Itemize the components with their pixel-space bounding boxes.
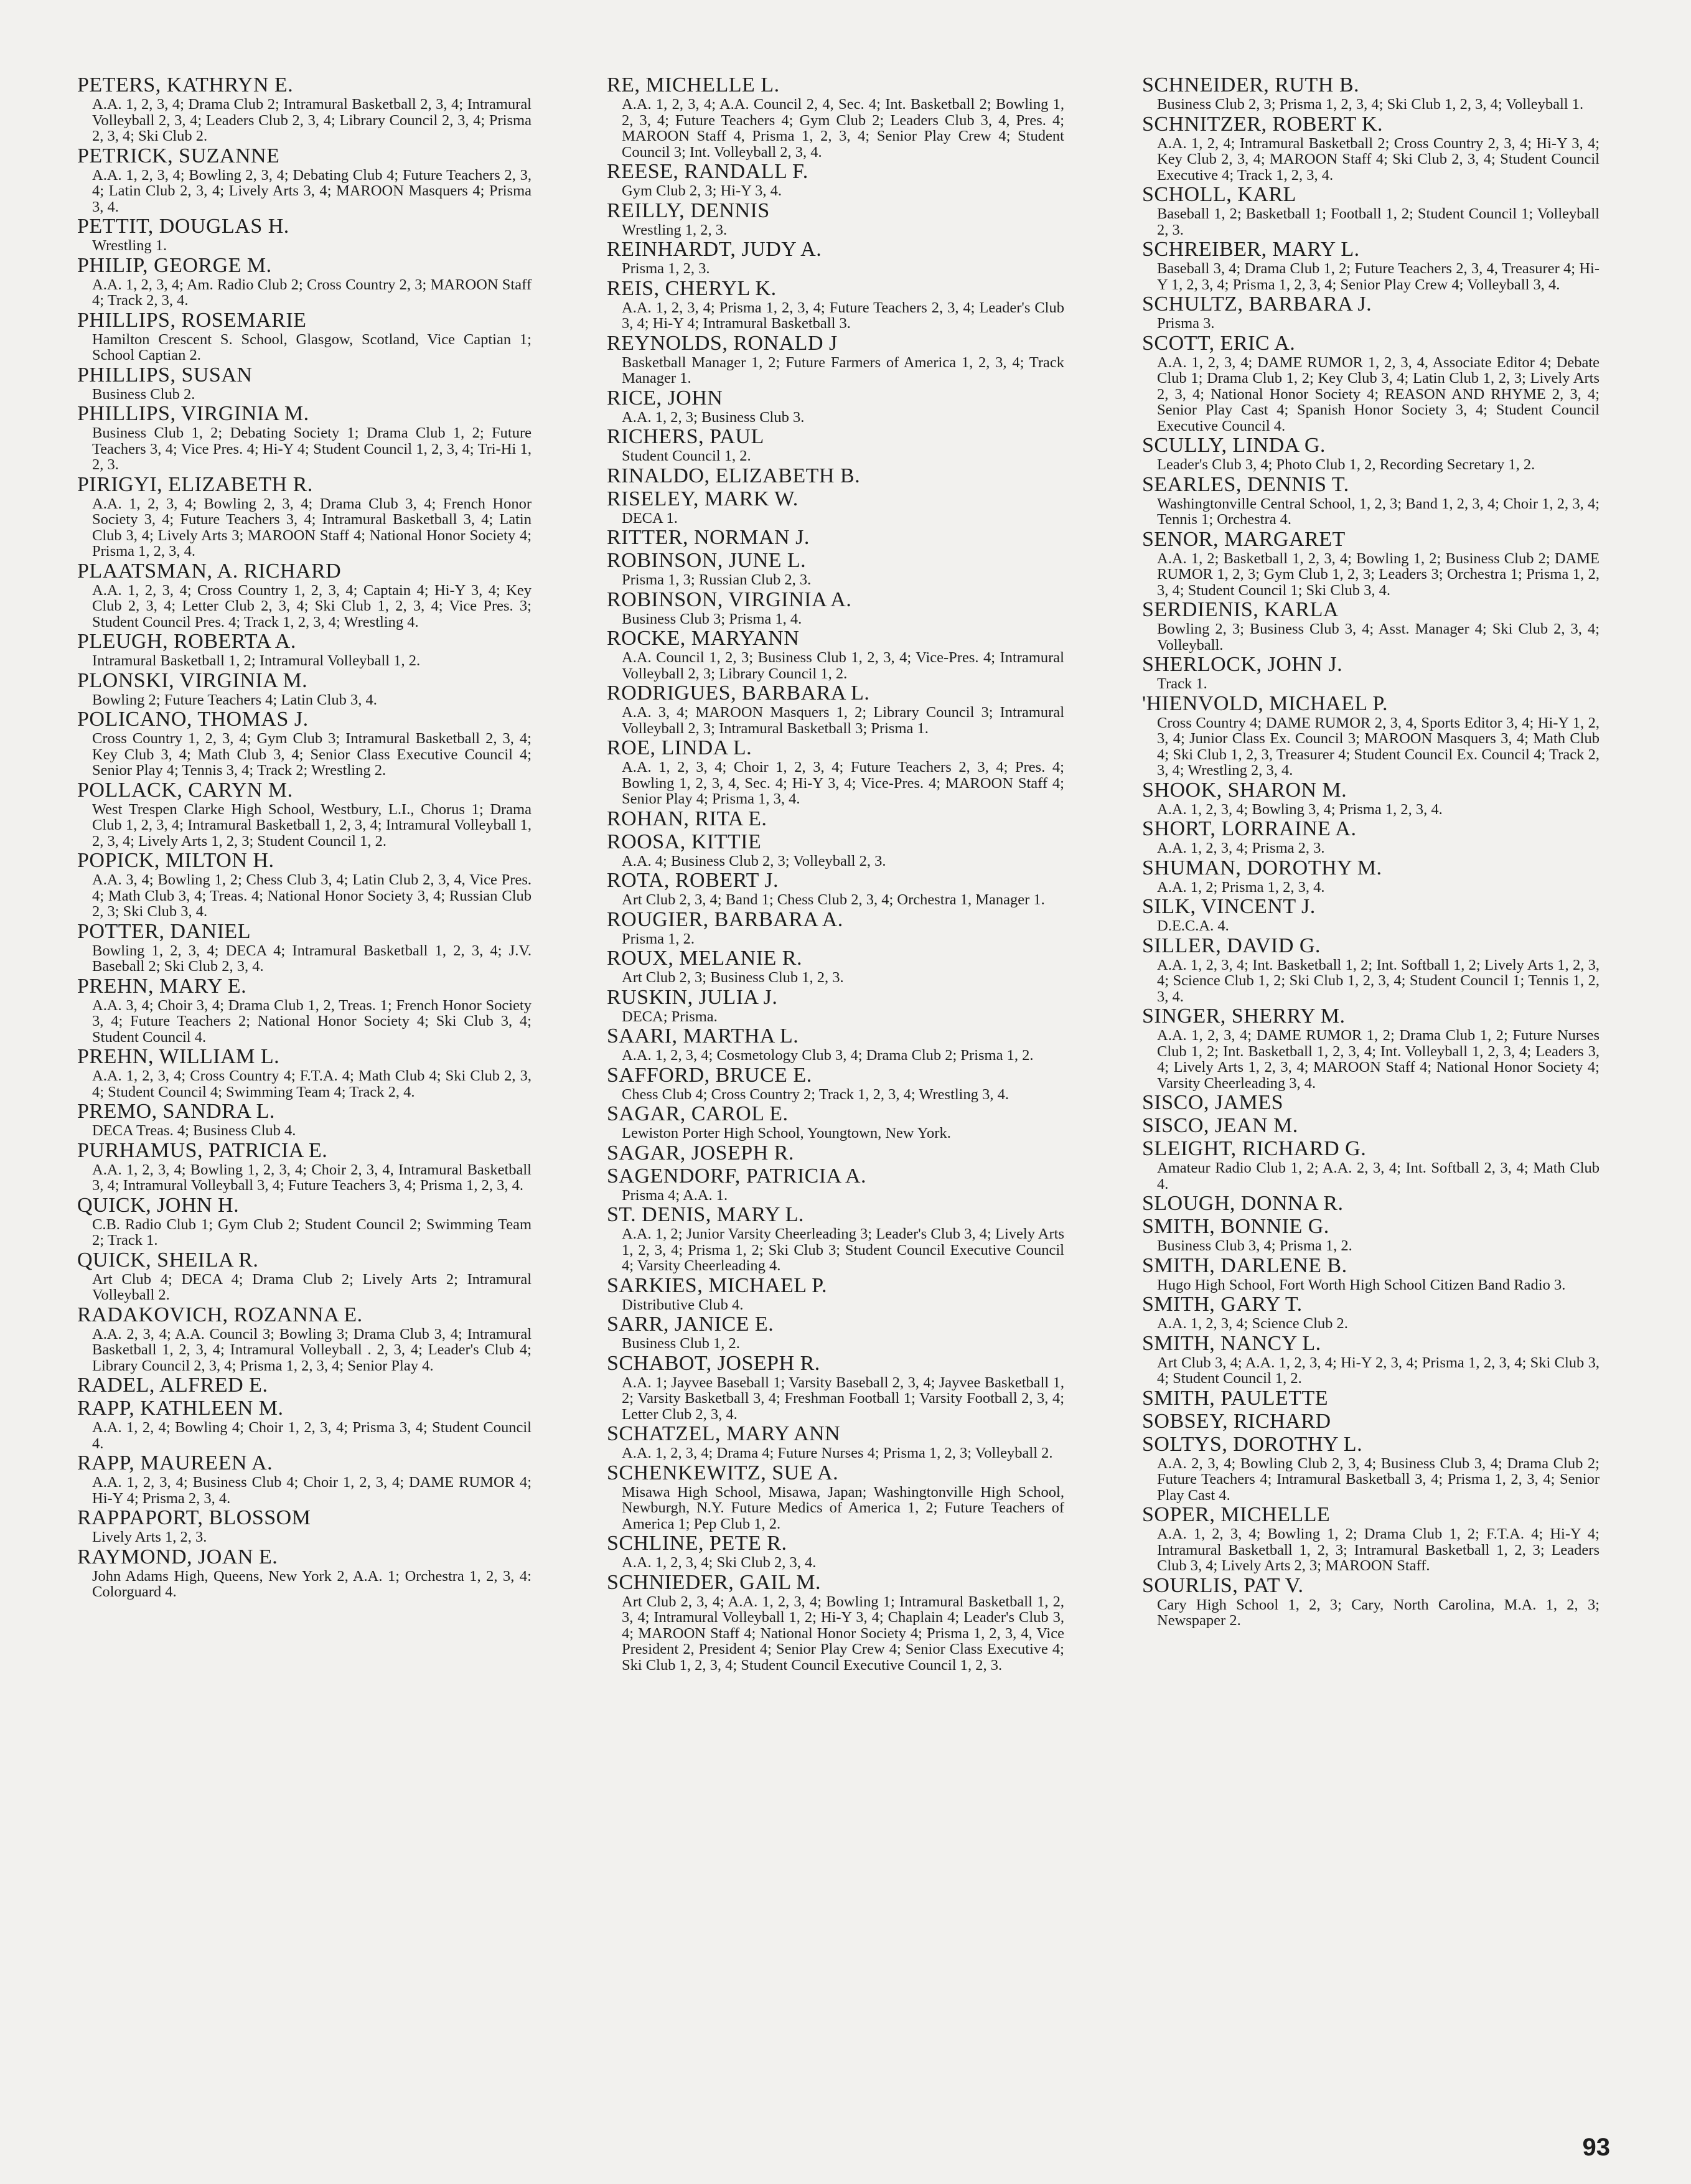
column-3	[1142, 73, 1600, 1629]
senior-entry	[77, 1303, 532, 1374]
senior-entry	[1142, 1387, 1600, 1410]
senior-entry	[77, 473, 532, 560]
senior-entry	[607, 830, 1064, 869]
senior-activities: A.A. 1, 2, 4; Bowling 4; Choir 1, 2, 3, 4; Prisma 3, 4; Student Council 4.	[92, 1419, 532, 1452]
senior-activities: A.A. 1, 2, 3, 4; Ski Club 2, 3, 4.	[622, 1554, 817, 1571]
senior-name: PHILLIPS, SUSAN	[77, 363, 253, 387]
senior-activities: Prisma 1, 2.	[622, 930, 695, 947]
senior-activities: A.A. 1; Jayvee Baseball 1; Varsity Baseball 2, 3, 4; Jayvee Basketball 1, 2; Varsity Basketball 3, 4; Freshman Football 1; Varsity Football 2, 3, 4; Letter Club 2, 3, 4.	[622, 1374, 1064, 1423]
senior-activities: A.A. 1, 2, 3, 4; Drama 4; Future Nurses 4; Prisma 1, 2, 3; Volleyball 2.	[622, 1445, 1053, 1461]
senior-name: SOURLIS, PAT V.	[1142, 1573, 1304, 1597]
senior-name: QUICK, JOHN H.	[77, 1193, 240, 1217]
senior-activities: A.A. 1, 2; Prisma 1, 2, 3, 4.	[1157, 878, 1325, 896]
senior-entry	[1142, 1192, 1600, 1215]
senior-name: SOPER, MICHELLE	[1142, 1503, 1331, 1526]
senior-name: SCHLINE, PETE R.	[607, 1532, 787, 1555]
senior-name: ROBINSON, JUNE L.	[607, 549, 807, 572]
senior-entry	[1142, 1005, 1600, 1091]
senior-entry	[607, 986, 1064, 1025]
senior-name: RAPP, KATHLEEN M.	[77, 1397, 284, 1420]
senior-activities: A.A. 1, 2, 3, 4; Prisma 2, 3.	[1157, 840, 1325, 856]
senior-name: SCHENKEWITZ, SUE A.	[607, 1461, 839, 1484]
senior-activities: Cross Country 1, 2, 3, 4; Gym Club 3; Intramural Basketball 2, 3, 4; Key Club 3, 4; Math Club 3, 4; Senior Class Executive Council 4; Senior Play 4; Tennis 3, 4; Track 2; Wrestling 2.	[92, 730, 532, 779]
senior-entry	[607, 1064, 1064, 1103]
senior-name: PETTIT, DOUGLAS H.	[77, 215, 289, 238]
senior-name: RICHERS, PAUL	[607, 425, 764, 448]
senior-entry	[607, 588, 1064, 627]
senior-name: SMITH, PAULETTE	[1142, 1386, 1329, 1410]
senior-name: REINHARDT, JUDY A.	[607, 238, 822, 261]
senior-name: POPICK, MILTON H.	[77, 849, 274, 872]
senior-entry	[1142, 1137, 1600, 1192]
senior-name: SILK, VINCENT J.	[1142, 895, 1316, 918]
senior-entry	[1142, 817, 1600, 856]
senior-entry	[1142, 779, 1600, 818]
senior-entry	[1142, 528, 1600, 599]
senior-activities: Baseball 3, 4; Drama Club 1, 2; Future Teachers 2, 3, 4, Treasurer 4; Hi-Y 1, 2, 3, 4; Prisma 1, 2, 3, 4; Senior Play Crew 4; Volleyball 3, 4.	[1157, 260, 1600, 293]
senior-entry	[1142, 1114, 1600, 1137]
senior-activities: Business Club 1, 2.	[622, 1335, 740, 1352]
senior-entry	[1142, 856, 1600, 896]
senior-name: SAFFORD, BRUCE E.	[607, 1063, 812, 1087]
senior-activities: A.A. 1, 2, 3, 4; Cross Country 1, 2, 3, 4; Captain 4; Hi-Y 3, 4; Key Club 2, 3, 4; Letter Club 2, 3, 4; Ski Club 1, 2, 3, 4; Vice Pres. 3; Student Council Pres. 4; Track 1, 2, 3, 4; Wrestling 4.	[92, 581, 532, 630]
senior-entry	[77, 849, 532, 920]
senior-name: SCHABOT, JOSEPH R.	[607, 1351, 820, 1375]
senior-activities: Bowling 2, 3; Business Club 3, 4; Asst. Manager 4; Ski Club 2, 3, 4; Volleyball.	[1157, 621, 1600, 654]
senior-entry	[607, 1313, 1064, 1352]
senior-activities: A.A. 1, 2, 3, 4; Am. Radio Club 2; Cross Country 2, 3; MAROON Staff 4; Track 2, 3, 4.	[92, 276, 532, 309]
senior-entry	[607, 869, 1064, 908]
senior-activities: Baseball 1, 2; Basketball 1; Football 1, 2; Student Council 1; Volleyball 2, 3.	[1157, 205, 1600, 238]
senior-name: 'HIENVOLD, MICHAEL P.	[1142, 691, 1389, 715]
senior-activities: John Adams High, Queens, New York 2, A.A. 1; Orchestra 1, 2, 3, 4: Colorguard 4.	[92, 1567, 532, 1600]
senior-entry	[607, 627, 1064, 682]
senior-name: REILLY, DENNIS	[607, 199, 770, 222]
senior-name: ROTA, ROBERT J.	[607, 869, 779, 892]
senior-name: PIRIGYI, ELIZABETH R.	[77, 472, 313, 496]
senior-entry	[1142, 73, 1600, 113]
senior-entry	[77, 144, 532, 215]
senior-activities: Business Club 2, 3; Prisma 1, 2, 3, 4; Ski Club 1, 2, 3, 4; Volleyball 1.	[1157, 96, 1584, 113]
senior-name: SLEIGHT, RICHARD G.	[1142, 1137, 1367, 1160]
senior-entry	[1142, 895, 1600, 934]
senior-activities: Student Council 1, 2.	[622, 448, 751, 464]
senior-activities: A.A. 3, 4; Bowling 1, 2; Chess Club 3, 4; Latin Club 2, 3, 4, Vice Pres. 4; Math Club 3, 4; Treas. 4; National Honor Society 3, 4; Russian Club 2, 3; Ski Club 3, 4.	[92, 871, 532, 920]
senior-activities: Prisma 1, 3; Russian Club 2, 3.	[622, 571, 812, 588]
senior-activities: A.A. 1, 2, 3, 4; Bowling 3, 4; Prisma 1, 2, 3, 4.	[1157, 800, 1443, 818]
senior-activities: D.E.C.A. 4.	[1157, 917, 1229, 934]
senior-activities: A.A. 1, 2, 3, 4; Bowling 1, 2; Drama Club 1, 2; F.T.A. 4; Hi-Y 4; Intramural Basketball 1, 2, 3; Intramural Basketball 1, 2, 3; Leaders Club 3, 4; Lively Arts 2, 3; MAROON Staff.	[1157, 1526, 1600, 1574]
senior-activities: C.B. Radio Club 1; Gym Club 2; Student Council 2; Swimming Team 2; Track 1.	[92, 1216, 532, 1249]
senior-entry	[607, 1024, 1064, 1064]
senior-name: SARR, JANICE E.	[607, 1313, 774, 1336]
senior-entry	[607, 682, 1064, 736]
senior-entry	[1142, 1254, 1600, 1293]
senior-name: RADEL, ALFRED E.	[77, 1374, 268, 1397]
senior-activities: DECA 1.	[622, 509, 678, 527]
senior-activities: A.A. 1, 2; Junior Varsity Cheerleading 3; Leader's Club 3, 4; Lively Arts 1, 2, 3, 4; Prisma 1, 2; Ski Club 3; Student Council Executive Council 4; Varsity Cheerleading 4.	[622, 1226, 1064, 1274]
senior-entry	[77, 1045, 532, 1100]
senior-name: ROHAN, RITA E.	[607, 807, 767, 830]
senior-entry	[77, 920, 532, 975]
senior-activities: Misawa High School, Misawa, Japan; Washingtonville High School, Newburgh, N.Y. Future Medics of America 1, 2; Future Teachers of America 1; Pep Club 1, 2.	[622, 1483, 1064, 1532]
senior-entry	[1142, 1574, 1600, 1629]
senior-activities: A.A. 1, 2, 3, 4; DAME RUMOR 1, 2; Drama Club 1, 2; Future Nurses Club 1, 2; Int. Basketball 1, 2, 3, 4; Int. Volleyball 1, 2, 3, 4; Leaders 3, 4; Lively Arts 1, 2, 3, 4; MAROON Staff 4; National Honor Society 4; Varsity Cheerleading 3, 4.	[1157, 1027, 1600, 1092]
senior-entry	[1142, 1332, 1600, 1387]
senior-activities: A.A. 1, 2, 3, 4; Int. Basketball 1, 2; Int. Softball 1, 2; Lively Arts 1, 2, 3, 4; Science Club 1, 2; Ski Club 1, 2, 3, 4; Student Council 1; Tennis 1, 2, 3, 4.	[1157, 956, 1600, 1005]
senior-activities: Wrestling 1.	[92, 237, 167, 254]
senior-activities: Hamilton Crescent S. School, Glasgow, Scotland, Vice Captian 1; School Captian 2.	[92, 330, 532, 363]
senior-activities: A.A. 1, 2, 4; Intramural Basketball 2; Cross Country 2, 3, 4; Hi-Y 3, 4; Key Club 2, 3, 4; MAROON Staff 4; Ski Club 2, 3, 4; Student Council Executive 4; Track 1, 2, 3, 4.	[1157, 134, 1600, 184]
senior-name: SMITH, GARY T.	[1142, 1293, 1303, 1316]
senior-name: SISCO, JEAN M.	[1142, 1114, 1298, 1137]
senior-entry	[1142, 598, 1600, 653]
senior-activities: DECA; Prisma.	[622, 1008, 718, 1025]
senior-activities: Art Club 2, 3; Business Club 1, 2, 3.	[622, 969, 844, 986]
senior-name: SMITH, BONNIE G.	[1142, 1215, 1329, 1238]
senior-name: RITTER, NORMAN J.	[607, 526, 810, 549]
senior-entry	[77, 560, 532, 630]
senior-entry	[1142, 1410, 1600, 1433]
senior-activities: A.A. 2, 3, 4; A.A. Council 3; Bowling 3; Drama Club 3, 4; Intramural Basketball 1, 2, 3, 4; Intramural Volleyball . 2, 3, 4; Leader's Club 4; Library Council 2, 3, 4; Prisma 1, 2, 3, 4; Senior Play 4.	[92, 1325, 532, 1374]
senior-activities: Lewiston Porter High School, Youngtown, New York.	[622, 1125, 951, 1141]
senior-activities: Basketball Manager 1, 2; Future Farmers of America 1, 2, 3, 4; Track Manager 1.	[622, 354, 1064, 387]
senior-name: SMITH, DARLENE B.	[1142, 1254, 1347, 1277]
senior-activities: Business Club 3, 4; Prisma 1, 2.	[1157, 1237, 1352, 1254]
senior-entry	[77, 1194, 532, 1249]
senior-name: SINGER, SHERRY M.	[1142, 1005, 1346, 1028]
senior-activities: West Trespen Clarke High School, Westbury, L.I., Chorus 1; Drama Club 1, 2, 3, 4; Intramural Basketball 1, 2, 3, 4; Intramural Volleyball 1, 2, 3, 4; Lively Arts 1, 2, 3; Student Council 1, 2.	[92, 800, 532, 850]
senior-entry	[607, 736, 1064, 807]
senior-entry	[77, 1545, 532, 1600]
senior-name: RAPPAPORT, BLOSSOM	[77, 1506, 311, 1529]
senior-name: SEARLES, DENNIS T.	[1142, 472, 1349, 496]
senior-entry	[1142, 238, 1600, 293]
senior-entry	[77, 669, 532, 708]
senior-name: SARKIES, MICHAEL P.	[607, 1273, 827, 1297]
senior-activities: A.A. 1, 2, 3, 4; Science Club 2.	[1157, 1315, 1348, 1332]
senior-activities: Washingtonville Central School, 1, 2, 3; Band 1, 2, 3, 4; Choir 1, 2, 3, 4; Tennis 1; Orchestra 4.	[1157, 495, 1600, 528]
senior-name: POLICANO, THOMAS J.	[77, 708, 309, 731]
senior-name: SCHREIBER, MARY L.	[1142, 238, 1360, 261]
senior-entry	[607, 1203, 1064, 1274]
senior-entry	[77, 363, 532, 403]
senior-entry	[607, 160, 1064, 199]
senior-name: ROCKE, MARYANN	[607, 627, 800, 650]
senior-entry	[607, 387, 1064, 426]
senior-name: POLLACK, CARYN M.	[77, 778, 293, 802]
senior-activities: Hugo High School, Fort Worth High School Citizen Band Radio 3.	[1157, 1276, 1566, 1293]
senior-name: RAYMOND, JOAN E.	[77, 1545, 278, 1568]
senior-name: SAARI, MARTHA L.	[607, 1024, 799, 1047]
senior-activities: Lively Arts 1, 2, 3.	[92, 1529, 207, 1545]
senior-entry	[607, 1141, 1064, 1165]
senior-activities: A.A. 1, 2, 3, 4; Prisma 1, 2, 3, 4; Future Teachers 2, 3, 4; Leader's Club 3, 4; Hi-Y 4; Intramural Basketball 3.	[622, 299, 1064, 332]
senior-name: SCHULTZ, BARBARA J.	[1142, 293, 1372, 316]
senior-name: RADAKOVICH, ROZANNA E.	[77, 1303, 363, 1326]
senior-entry	[607, 1461, 1064, 1532]
senior-entry	[77, 309, 532, 363]
senior-name: PLONSKI, VIRGINIA M.	[77, 668, 308, 692]
senior-name: SCHNIEDER, GAIL M.	[607, 1570, 821, 1594]
senior-activities: A.A. 4; Business Club 2, 3; Volleyball 2, 3.	[622, 852, 886, 869]
senior-name: ST. DENIS, MARY L.	[607, 1203, 804, 1226]
senior-entry	[607, 487, 1064, 527]
senior-activities: DECA Treas. 4; Business Club 4.	[92, 1122, 296, 1139]
senior-entry	[1142, 1503, 1600, 1574]
senior-name: SENOR, MARGARET	[1142, 527, 1346, 551]
senior-name: SHOOK, SHARON M.	[1142, 778, 1347, 802]
senior-name: PREHN, WILLIAM L.	[77, 1045, 280, 1068]
senior-name: SAGAR, JOSEPH R.	[607, 1141, 794, 1165]
senior-name: REYNOLDS, RONALD J	[607, 331, 838, 355]
senior-activities: Art Club 4; DECA 4; Drama Club 2; Lively Arts 2; Intramural Volleyball 2.	[92, 1270, 532, 1303]
senior-name: RINALDO, ELIZABETH B.	[607, 464, 861, 487]
senior-name: RICE, JOHN	[607, 386, 723, 410]
senior-activities: Business Club 3; Prisma 1, 4.	[622, 610, 802, 627]
senior-activities: A.A. 2, 3, 4; Bowling Club 2, 3, 4; Business Club 3, 4; Drama Club 2; Future Teachers 4; Intramural Basketball 3, 4; Prisma 1, 2, 3, 4; Senior Play Cast 4.	[1157, 1455, 1600, 1504]
senior-name: SCHNEIDER, RUTH B.	[1142, 73, 1360, 96]
senior-entry	[1142, 1091, 1600, 1114]
senior-entry	[1142, 653, 1600, 692]
senior-entry	[607, 332, 1064, 387]
senior-activities: A.A. 1, 2, 3; Business Club 3.	[622, 408, 805, 426]
senior-entry	[1142, 332, 1600, 434]
senior-entry	[1142, 692, 1600, 779]
senior-activities: Intramural Basketball 1, 2; Intramural Volleyball 1, 2.	[92, 652, 421, 669]
senior-activities: Prisma 3.	[1157, 315, 1215, 332]
senior-activities: Prisma 1, 2, 3.	[622, 260, 710, 277]
senior-activities: Art Club 2, 3, 4; Band 1; Chess Club 2, 3, 4; Orchestra 1, Manager 1.	[622, 891, 1045, 908]
senior-entry	[607, 1532, 1064, 1571]
senior-entry	[77, 630, 532, 669]
senior-name: RODRIGUES, BARBARA L.	[607, 682, 870, 705]
senior-entry	[77, 215, 532, 254]
senior-activities: A.A. 1, 2, 3, 4; Bowling 1, 2, 3, 4; Choir 2, 3, 4, Intramural Basketball 3, 4; Intramural Volleyball 3, 4; Future Teachers 3, 4; Prisma 1, 2, 3, 4.	[92, 1161, 532, 1194]
senior-entry	[607, 1102, 1064, 1141]
senior-name: PURHAMUS, PATRICIA E.	[77, 1138, 328, 1162]
senior-name: PREMO, SANDRA L.	[77, 1100, 275, 1123]
senior-name: SCULLY, LINDA G.	[1142, 434, 1326, 457]
senior-entry	[77, 1100, 532, 1139]
senior-name: SERDIENIS, KARLA	[1142, 598, 1339, 621]
senior-name: ROOSA, KITTIE	[607, 830, 762, 853]
senior-name: SCHATZEL, MARY ANN	[607, 1422, 841, 1445]
page-number: 93	[1582, 2134, 1610, 2161]
senior-entry	[607, 73, 1064, 160]
senior-entry	[77, 1249, 532, 1303]
senior-name: RE, MICHELLE L.	[607, 73, 780, 96]
senior-name: SOLTYS, DOROTHY L.	[1142, 1432, 1363, 1456]
senior-name: PETERS, KATHRYN E.	[77, 73, 294, 96]
senior-entry	[1142, 1215, 1600, 1254]
senior-activities: Art Club 2, 3, 4; A.A. 1, 2, 3, 4; Bowling 1; Intramural Basketball 1, 2, 3, 4; Intramural Volleyball 1, 2; Hi-Y 3, 4; Chaplain 4; Leader's Club 3, 4; MAROON Staff 4; National Honor Society 4; Prisma 1, 2, 3, 4, Vice President 2, President 4; Senior Play Crew 4; Senior Class Executive 4; Ski Club 1, 2, 3, 4; Student Council Executive Council 1, 2, 3.	[622, 1593, 1064, 1674]
senior-entry	[607, 1352, 1064, 1423]
senior-entry	[607, 1422, 1064, 1461]
senior-name: REESE, RANDALL F.	[607, 160, 808, 183]
senior-activities: Bowling 2; Future Teachers 4; Latin Club 3, 4.	[92, 691, 377, 708]
senior-activities: Bowling 1, 2, 3, 4; DECA 4; Intramural Basketball 1, 2, 3, 4; J.V. Baseball 2; Ski Club 2, 3, 4.	[92, 942, 532, 975]
senior-name: SAGAR, CAROL E.	[607, 1102, 789, 1125]
senior-activities: A.A. 1, 2, 3, 4; Bowling 2, 3, 4; Drama Club 3, 4; French Honor Society 3, 4; Future Teachers 3, 4; Intramural Basketball 3, 4; Latin Club 3, 4; Lively Arts 3; MAROON Staff 4; National Honor Society 4; Prisma 1, 2, 3, 4.	[92, 495, 532, 560]
senior-activities: A.A. 1, 2, 3, 4; Cross Country 4; F.T.A. 4; Math Club 4; Ski Club 2, 3, 4; Student Council 4; Swimming Team 4; Track 2, 4.	[92, 1067, 532, 1100]
senior-activities: A.A. Council 1, 2, 3; Business Club 1, 2, 3, 4; Vice-Pres. 4; Intramural Volleyball 2, 3; Library Council 1, 2.	[622, 649, 1064, 682]
senior-activities: A.A. 1, 2, 3, 4; Drama Club 2; Intramural Basketball 2, 3, 4; Intramural Volleyball 2, 3, 4; Leaders Club 2, 3, 4; Library Council 2, 3, 4; Prisma 2, 3, 4; Ski Club 2.	[92, 96, 532, 144]
senior-entry	[77, 1374, 532, 1397]
senior-name: ROUGIER, BARBARA A.	[607, 907, 843, 931]
senior-name: QUICK, SHEILA R.	[77, 1248, 259, 1272]
senior-entry	[607, 908, 1064, 947]
senior-name: SOBSEY, RICHARD	[1142, 1409, 1331, 1433]
senior-name: RAPP, MAUREEN A.	[77, 1451, 273, 1474]
senior-name: SCHOLL, KARL	[1142, 183, 1296, 206]
senior-name: POTTER, DANIEL	[77, 919, 251, 943]
senior-name: SISCO, JAMES	[1142, 1091, 1284, 1114]
senior-name: ROE, LINDA L.	[607, 736, 752, 759]
senior-entry	[77, 254, 532, 309]
senior-entry	[607, 238, 1064, 277]
column-2	[607, 73, 1064, 1673]
senior-name: ROBINSON, VIRGINIA A.	[607, 588, 852, 611]
senior-entry	[1142, 113, 1600, 184]
senior-name: PREHN, MARY E.	[77, 974, 247, 998]
senior-entry	[1142, 473, 1600, 528]
senior-name: SILLER, DAVID G.	[1142, 934, 1321, 957]
senior-activities: Track 1.	[1157, 675, 1207, 692]
senior-activities: A.A. 1, 2, 3, 4; DAME RUMOR 1, 2, 3, 4, Associate Editor 4; Debate Club 1; Drama Club 1, 2; Key Club 3, 4; Latin Club 1, 2, 3; Lively Arts 2, 3, 4; National Honor Society 4; REASON AND RHYME 2, 3, 4; Senior Play Cast 4; Spanish Honor Society 3, 4; Student Council Executive Council 4.	[1157, 354, 1600, 434]
senior-activities: Chess Club 4; Cross Country 2; Track 1, 2, 3, 4; Wrestling 3, 4.	[622, 1085, 1009, 1103]
senior-name: PLEUGH, ROBERTA A.	[77, 630, 296, 653]
senior-activities: A.A. 1, 2, 3, 4; Business Club 4; Choir 1, 2, 3, 4; DAME RUMOR 4; Hi-Y 4; Prisma 2, 3, 4.	[92, 1474, 532, 1507]
senior-name: SHUMAN, DOROTHY M.	[1142, 856, 1382, 879]
senior-activities: A.A. 1, 2, 3, 4; Cosmetology Club 3, 4; Drama Club 2; Prisma 1, 2.	[622, 1047, 1034, 1064]
senior-entry	[607, 1571, 1064, 1674]
senior-name: PHILLIPS, VIRGINIA M.	[77, 402, 309, 425]
senior-activities: Amateur Radio Club 1, 2; A.A. 2, 3, 4; Int. Softball 2, 3, 4; Math Club 4.	[1157, 1160, 1600, 1193]
senior-activities: Distributive Club 4.	[622, 1296, 744, 1313]
senior-entry	[77, 708, 532, 779]
senior-entry	[77, 975, 532, 1046]
senior-entry	[77, 402, 532, 473]
senior-activities: Prisma 4; A.A. 1.	[622, 1186, 728, 1204]
senior-activities: A.A. 1, 2; Basketball 1, 2, 3, 4; Bowling 1, 2; Business Club 2; DAME RUMOR 1, 2, 3; Gym Club 1, 2, 3; Leaders 3; Orchestra 1; Prisma 1, 2, 3, 4; Student Council 1; Ski Club 3, 4.	[1157, 550, 1600, 599]
senior-activities: Business Club 1, 2; Debating Society 1; Drama Club 1, 2; Future Teachers 3, 4; Vice Pres. 4; Hi-Y 4; Student Council 1, 2, 3, 4; Tri-Hi 1, 2, 3.	[92, 424, 532, 473]
senior-activities: Gym Club 2, 3; Hi-Y 3, 4.	[622, 182, 782, 199]
senior-entry	[1142, 293, 1600, 332]
senior-entry	[607, 947, 1064, 986]
senior-activities: Art Club 3, 4; A.A. 1, 2, 3, 4; Hi-Y 2, 3, 4; Prisma 1, 2, 3, 4; Ski Club 3, 4; Student Council 1, 2.	[1157, 1354, 1600, 1387]
senior-entry	[1142, 434, 1600, 473]
senior-entry	[607, 464, 1064, 487]
senior-entry	[607, 425, 1064, 464]
senior-name: PHILLIPS, ROSEMARIE	[77, 308, 307, 332]
senior-entry	[77, 1397, 532, 1451]
senior-activities: Cary High School 1, 2, 3; Cary, North Carolina, M.A. 1, 2, 3; Newspaper 2.	[1157, 1596, 1600, 1629]
senior-name: PLAATSMAN, A. RICHARD	[77, 559, 342, 583]
senior-entry	[607, 526, 1064, 549]
senior-entry	[77, 1451, 532, 1506]
senior-activities: Leader's Club 3, 4; Photo Club 1, 2, Recording Secretary 1, 2.	[1157, 456, 1535, 473]
senior-activities: Business Club 2.	[92, 385, 195, 403]
senior-entry	[607, 1274, 1064, 1313]
senior-entry	[607, 1165, 1064, 1204]
senior-name: SCOTT, ERIC A.	[1142, 331, 1296, 355]
senior-activities: Cross Country 4; DAME RUMOR 2, 3, 4, Sports Editor 3, 4; Hi-Y 1, 2, 3, 4; Junior Class Ex. Council 3; MAROON Masquers 3, 4; Math Club 4; Ski Club 1, 2, 3, Treasurer 4; Student Council Ex. Council 4; Track 2, 3, 4; Wrestling 2, 3, 4.	[1157, 714, 1600, 779]
senior-name: RISELEY, MARK W.	[607, 487, 799, 510]
senior-entry	[607, 199, 1064, 238]
senior-activities: A.A. 1, 2, 3, 4; Bowling 2, 3, 4; Debating Club 4; Future Teachers 2, 3, 4; Latin Club 2, 3, 4; Lively Arts 3, 4; MAROON Masquers 4; Prisma 3, 4.	[92, 166, 532, 215]
senior-name: ROUX, MELANIE R.	[607, 947, 802, 970]
senior-entry	[1142, 1293, 1600, 1332]
senior-name: RUSKIN, JULIA J.	[607, 985, 778, 1009]
senior-entry	[607, 277, 1064, 332]
senior-entry	[1142, 1433, 1600, 1504]
senior-activities: Wrestling 1, 2, 3.	[622, 221, 728, 238]
senior-name: SHORT, LORRAINE A.	[1142, 817, 1357, 840]
senior-name: SMITH, NANCY L.	[1142, 1331, 1321, 1355]
senior-name: SAGENDORF, PATRICIA A.	[607, 1164, 867, 1188]
senior-entry	[607, 807, 1064, 830]
senior-entry	[77, 1506, 532, 1545]
senior-name: PETRICK, SUZANNE	[77, 144, 280, 167]
senior-entry	[1142, 934, 1600, 1005]
senior-entry	[1142, 183, 1600, 238]
senior-entry	[607, 549, 1064, 588]
senior-activities: A.A. 3, 4; Choir 3, 4; Drama Club 1, 2, Treas. 1; French Honor Society 3, 4; Future Teachers 2; National Honor Society 4; Ski Club 3, 4; Student Council 4.	[92, 996, 532, 1046]
senior-entry	[77, 779, 532, 850]
senior-name: PHILIP, GEORGE M.	[77, 253, 272, 277]
senior-name: SCHNITZER, ROBERT K.	[1142, 112, 1384, 136]
senior-name: SHERLOCK, JOHN J.	[1142, 653, 1343, 676]
senior-activities: A.A. 3, 4; MAROON Masquers 1, 2; Library Council 3; Intramural Volleyball 2, 3; Intramural Basketball 3; Prisma 1.	[622, 704, 1064, 737]
senior-activities: A.A. 1, 2, 3, 4; A.A. Council 2, 4, Sec. 4; Int. Basketball 2; Bowling 1, 2, 3, 4; Future Teachers 4; Gym Club 2; Leaders Club 3, 4, Pres. 4; MAROON Staff 4, Prisma 1, 2, 3, 4; Senior Play Crew 4; Student Council 3; Int. Volleyball 2, 3, 4.	[622, 96, 1064, 161]
senior-name: SLOUGH, DONNA R.	[1142, 1192, 1344, 1215]
column-1	[77, 73, 532, 1600]
senior-entry	[77, 73, 532, 144]
senior-name: REIS, CHERYL K.	[607, 276, 777, 300]
senior-entry	[77, 1139, 532, 1194]
senior-activities: A.A. 1, 2, 3, 4; Choir 1, 2, 3, 4; Future Teachers 2, 3, 4; Pres. 4; Bowling 1, 2, 3, 4, Sec. 4; Hi-Y 3, 4; Vice-Pres. 4; MAROON Staff 4; Senior Play 4; Prisma 1, 3, 4.	[622, 759, 1064, 807]
